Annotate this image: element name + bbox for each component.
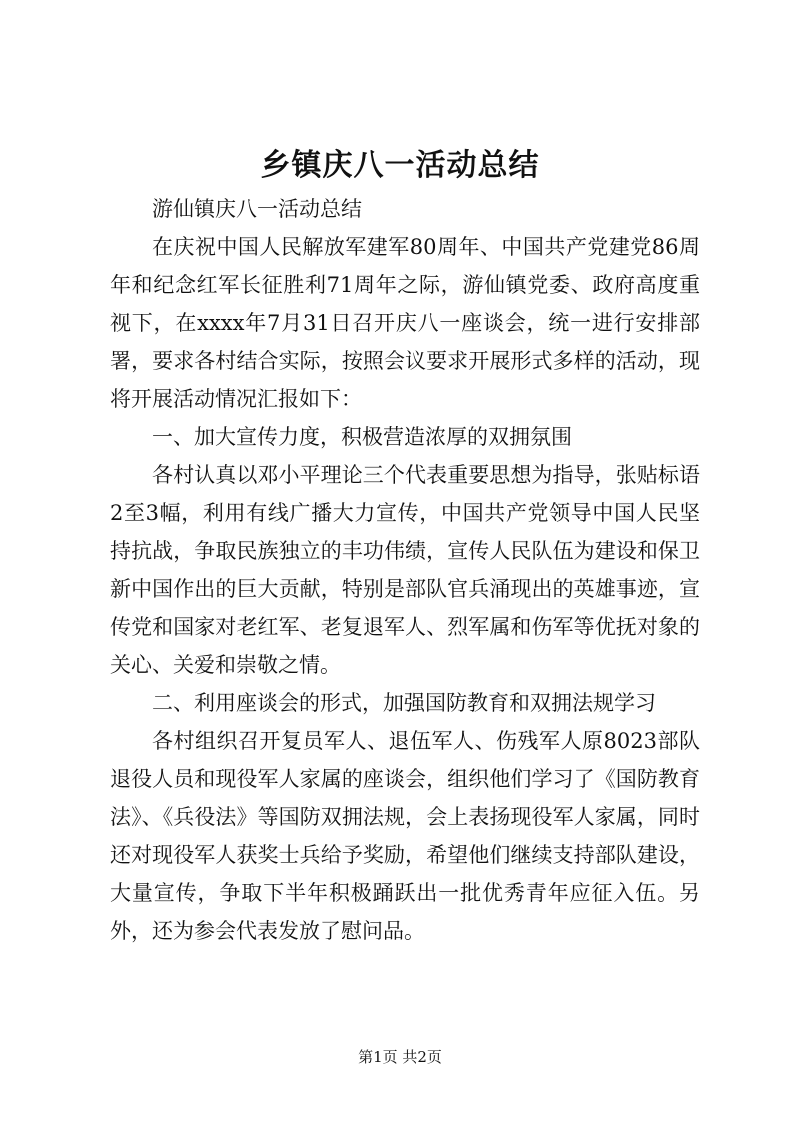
section-heading-2: 二、利用座谈会的形式，加强国防教育和双拥法规学习	[152, 691, 656, 715]
document-title: 乡镇庆八一活动总结	[260, 148, 540, 183]
subtitle-paragraph: 游仙镇庆八一活动总结	[152, 197, 362, 221]
document-body	[110, 190, 700, 950]
intro-paragraph: 在庆祝中国人民解放军建军80周年、中国共产党建党86周年和纪念红军长征胜利71周年之际，游仙镇党委、政府高度重视下，在xxxx年7月31日召开庆八一座谈会，统一进行安排部署，要求各村结合实际，按照会议要求开展形式多样的活动，现将开展活动情况汇报如下：	[110, 235, 700, 411]
page-number-footer: 第1页 共2页	[358, 1048, 442, 1066]
section-paragraph-1: 各村认真以邓小平理论三个代表重要思想为指导，张贴标语2至3幅，利用有线广播大力宣传，中国共产党领导中国人民坚持抗战，争取民族独立的丰功伟绩，宣传人民队伍为建设和保卫新中国作出的巨大贡献，特别是部队官兵涌现出的英雄事迹，宣传党和国家对老红军、老复退军人、烈军属和伤军等优抚对象的关心、关爱和崇敬之情。	[110, 463, 700, 677]
section-heading-1: 一、加大宣传力度，积极营造浓厚的双拥氛围	[152, 425, 572, 449]
section-paragraph-2: 各村组织召开复员军人、退伍军人、伤残军人原8023部队退役人员和现役军人家属的座谈会，组织他们学习了《国防教育法》、《兵役法》等国防双拥法规，会上表扬现役军人家属，同时还对现役军人获奖士兵给予奖励，希望他们继续支持部队建设，大量宣传，争取下半年积极踊跃出一批优秀青年应征入伍。另外，还为参会代表发放了慰问品。	[110, 729, 700, 943]
